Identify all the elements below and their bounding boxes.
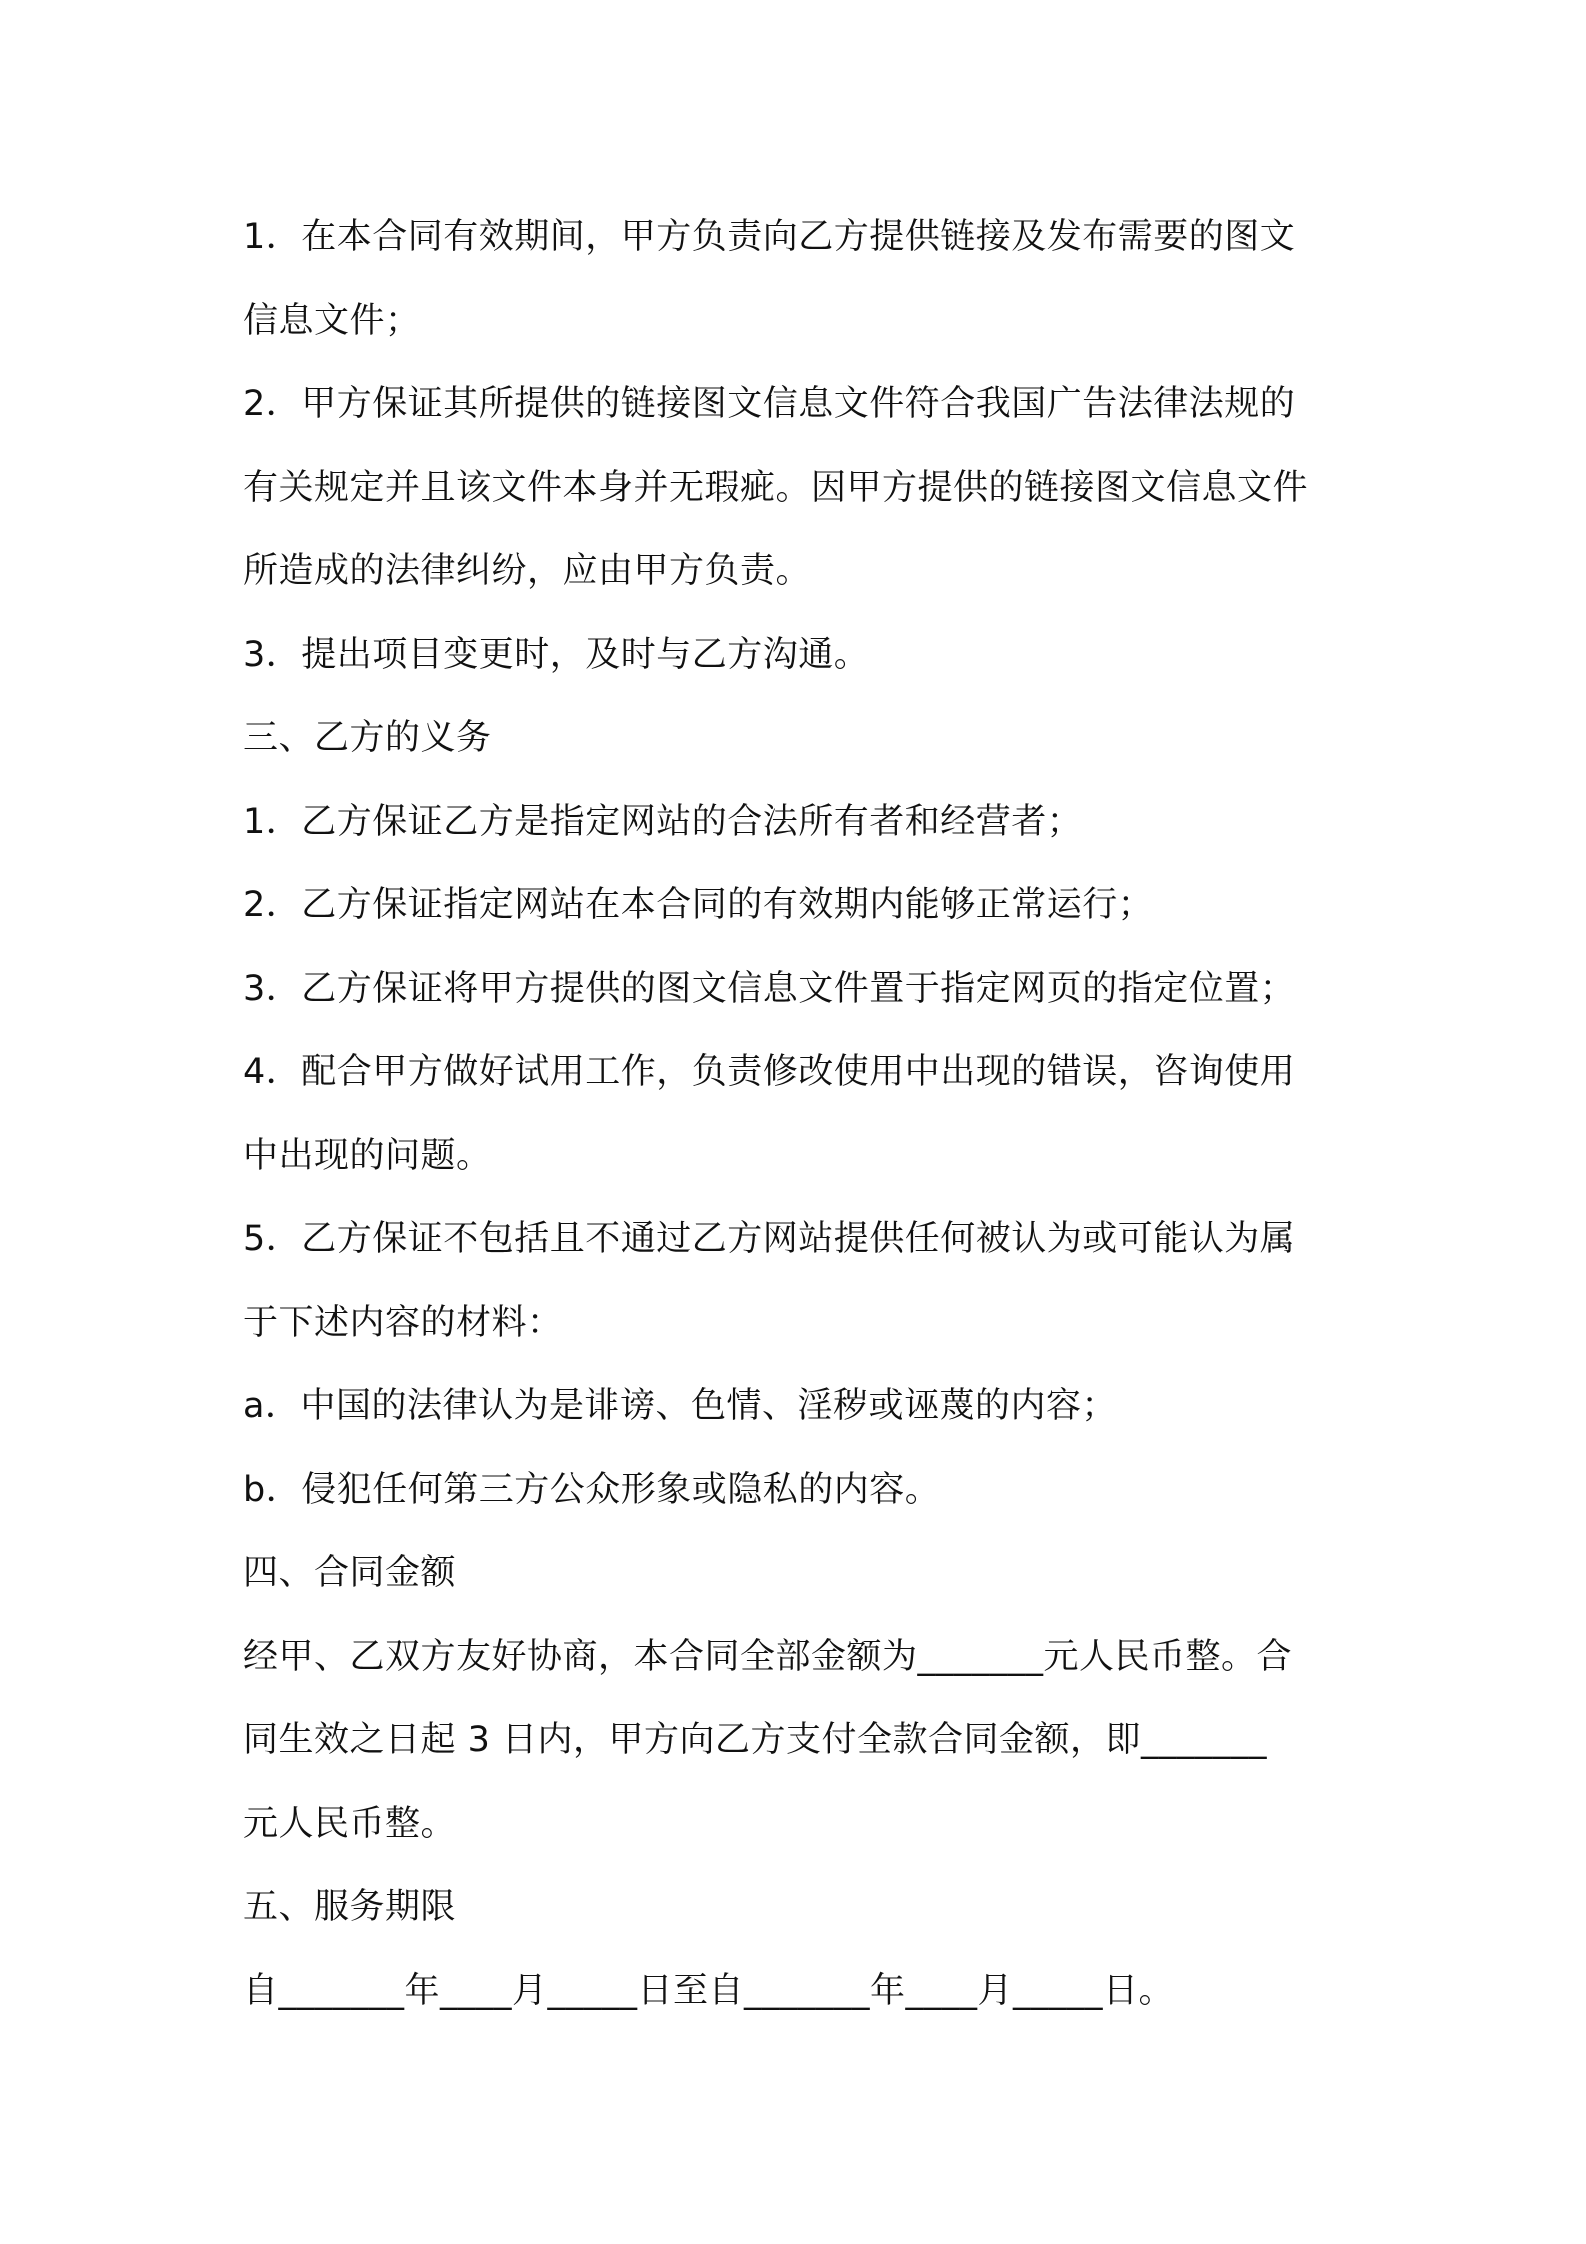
text-line: 中出现的问题。 xyxy=(243,1135,492,1176)
text-line: 1．在本合同有效期间，甲方负责向乙方提供链接及发布需要的图文 xyxy=(243,217,1296,257)
text-line: 有关规定并且该文件本身并无瑕疵。因甲方提供的链接图文信息文件 xyxy=(243,467,1309,508)
document-body xyxy=(243,196,1363,2033)
text-line: 3．乙方保证将甲方提供的图文信息文件置于指定网页的指定位置； xyxy=(243,968,1296,1009)
text-line: 2．乙方保证指定网站在本合同的有效期内能够正常运行； xyxy=(243,885,1154,925)
section-heading: 三、乙方的义务 xyxy=(243,718,492,758)
text-line: a．中国的法律认为是诽谤、色情、淫秽或诬蔑的内容； xyxy=(243,1386,1117,1426)
text-line: 同生效之日起 3 日内，甲方向乙方支付全款合同金额，即_______ xyxy=(243,1720,1268,1760)
text-line: 经甲、乙双方友好协商，本合同全部金额为_______元人民币整。合 xyxy=(243,1636,1293,1677)
text-line: 1．乙方保证乙方是指定网站的合法所有者和经营者； xyxy=(243,801,1083,842)
text-line: 4．配合甲方做好试用工作，负责修改使用中出现的错误，咨询使用 xyxy=(243,1052,1296,1092)
section-heading: 四、合同金额 xyxy=(243,1553,457,1593)
section-heading: 五、服务期限 xyxy=(243,1887,457,1927)
text-line: 于下述内容的材料： xyxy=(243,1302,563,1343)
text-line: 5．乙方保证不包括且不通过乙方网站提供任何被认为或可能认为属 xyxy=(243,1219,1296,1259)
text-line: 所造成的法律纠纷，应由甲方负责。 xyxy=(243,551,812,591)
text-line: 元人民币整。 xyxy=(243,1803,457,1844)
text-line: 2．甲方保证其所提供的链接图文信息文件符合我国广告法律法规的 xyxy=(243,384,1296,424)
text-line: 自_______年____月_____日至自_______年____月_____日。 xyxy=(243,1970,1175,2011)
text-line: 信息文件； xyxy=(243,300,421,341)
text-line: b．侵犯任何第三方公众形象或隐私的内容。 xyxy=(243,1469,941,1510)
text-line: 3．提出项目变更时，及时与乙方沟通。 xyxy=(243,634,870,675)
